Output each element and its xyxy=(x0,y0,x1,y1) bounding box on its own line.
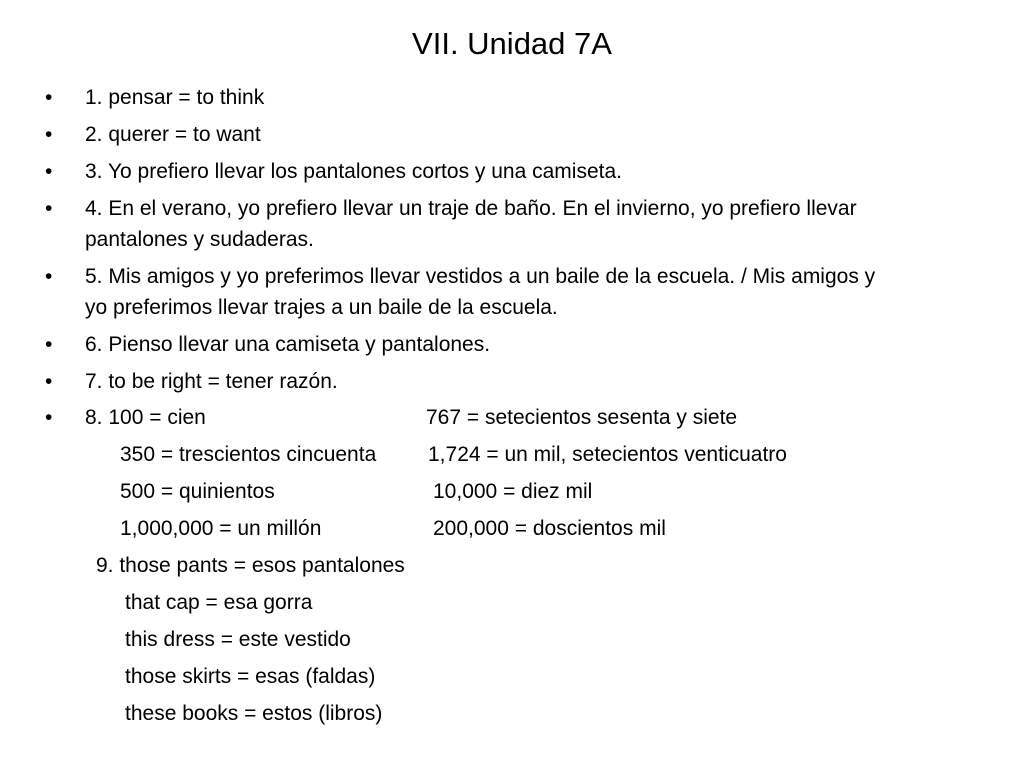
slide-title: VII. Unidad 7A xyxy=(412,26,612,61)
item-9-heading: 9. those pants = esos pantalones xyxy=(96,554,405,577)
item-5-line-2: yo preferimos llevar trajes a un baile de la escuela. xyxy=(85,296,558,319)
bullet-6: • xyxy=(45,333,53,356)
demonstrative-books: these books = estos (libros) xyxy=(125,702,383,725)
number-1000000: 1,000,000 = un millón xyxy=(120,517,322,540)
number-1724: 1,724 = un mil, setecientos venticuatro xyxy=(428,443,787,466)
demonstrative-cap: that cap = esa gorra xyxy=(125,591,313,614)
number-10000: 10,000 = diez mil xyxy=(433,480,593,503)
bullet-8: • xyxy=(45,406,53,429)
number-767: 767 = setecientos sesenta y siete xyxy=(426,406,738,429)
item-1: 1. pensar = to think xyxy=(85,86,265,109)
bullet-3: • xyxy=(45,160,53,183)
item-6: 6. Pienso llevar una camiseta y pantalones. xyxy=(85,333,491,356)
number-cien: 8. 100 = cien xyxy=(85,406,206,429)
demonstrative-skirts: those skirts = esas (faldas) xyxy=(125,665,376,688)
demonstrative-dress: this dress = este vestido xyxy=(125,628,351,651)
item-4-line-2: pantalones y sudaderas. xyxy=(85,228,314,251)
item-4-line-1: 4. En el verano, yo prefiero llevar un traje de baño. En el invierno, yo prefiero llevar xyxy=(85,197,857,220)
item-5-line-1: 5. Mis amigos y yo preferimos llevar vestidos a un baile de la escuela. / Mis amigos y xyxy=(85,265,876,288)
bullet-4: • xyxy=(45,197,53,220)
item-3: 3. Yo prefiero llevar los pantalones cortos y una camiseta. xyxy=(85,160,622,183)
item-2: 2. querer = to want xyxy=(85,123,261,146)
number-500: 500 = quinientos xyxy=(120,480,275,503)
bullet-2: • xyxy=(45,123,53,146)
bullet-7: • xyxy=(45,370,53,393)
number-200000: 200,000 = doscientos mil xyxy=(433,517,666,540)
item-7: 7. to be right = tener razón. xyxy=(85,370,338,393)
number-350: 350 = trescientos cincuenta xyxy=(120,443,377,466)
bullet-1: • xyxy=(45,86,53,109)
bullet-5: • xyxy=(45,265,53,288)
